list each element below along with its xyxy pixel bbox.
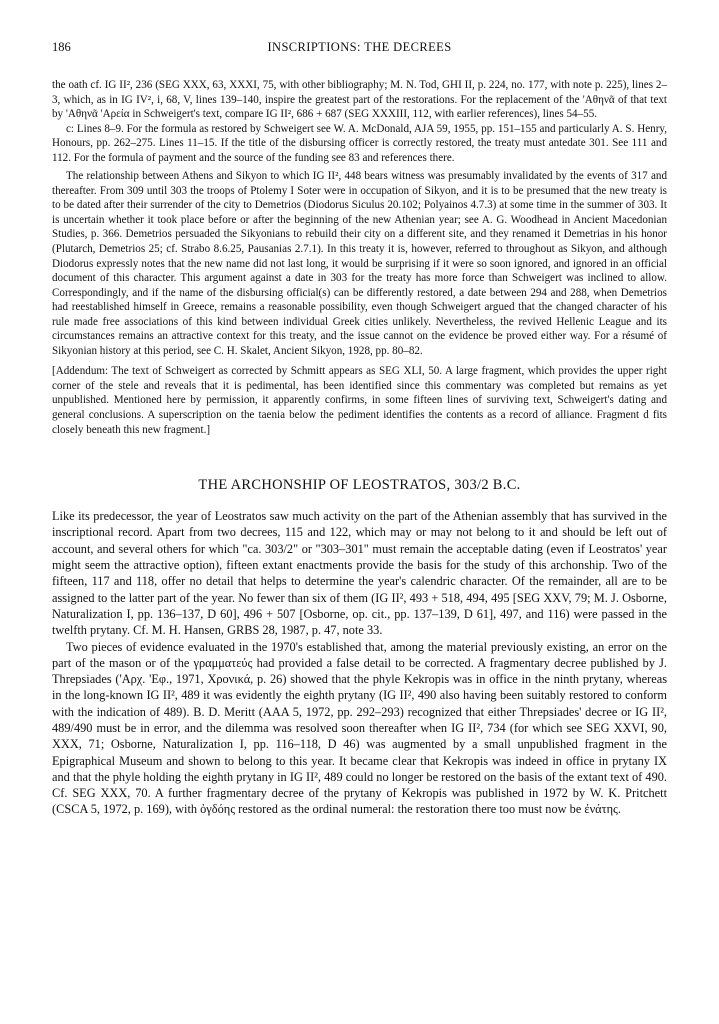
section-heading: THE ARCHONSHIP OF LEOSTRATOS, 303/2 B.C. bbox=[198, 477, 521, 494]
addendum-text: [Addendum: The text of Schweigert as corrected by Schmitt appears as SEG XLI, 50. A large fragment, which provides the upper right corner of the stele and reveals that it is pedimental, has been identified since this commentary was completed but remains as yet unpublished. Mentioned here by permission, it apparently confirms, in some fifteen lines of surviving text, Schweigert's dating and general conclusions. A superscription on the taenia below the pediment identifies the contents as a record of alliance. Fragment d fits closely beneath this new fragment.] bbox=[52, 365, 667, 436]
running-title: INSCRIPTIONS: THE DECREES bbox=[267, 40, 452, 54]
note-paragraph: the oath cf. IG II², 236 (SEG XXX, 63, XXXI, 75, with other bibliography; M. N. Tod, GHI II, p. 224, no. 177, with note p. 225), lines 2–3, which, as in IG IV², i, 68, V, lines 139–140, inspire the greatest part of the restorations. For the replacement of the 'Αθηνᾶ of that text by 'Αθηνᾶ 'Αρεία in Schweigert's text, compare IG II², 686 + 687 (SEG XXXIII, 112, with earlier references), lines 54–55. bbox=[52, 79, 667, 121]
running-header bbox=[52, 40, 667, 58]
section-body bbox=[52, 508, 667, 818]
page bbox=[52, 40, 667, 818]
commentary-notes bbox=[52, 78, 667, 358]
page-number: 186 bbox=[52, 40, 71, 54]
addendum bbox=[52, 364, 667, 437]
note-paragraph: The relationship between Athens and Sikyon to which IG II², 448 bears witness was presumably invalidated by the events of 317 and thereafter. From 309 until 303 the troops of Ptolemy I Soter were in occupation of Sikyon, and it is to be presumed that the new treaty is to be dated after their surrender of the city to Demetrios (Diodorus Siculus 20.102; Polyainos 4.7.3) at some time in the summer of 303. It is uncertain whether it took place before or after the beginning of the new Athenian year; see A. G. Woodhead in Ancient Macedonian Studies, p. 366. Demetrios persuaded the Sikyonians to rebuild their city on a different site, and they renamed it Demetrias in his honor (Plutarch, Demetrios 25; cf. Strabo 8.6.25, Pausanias 2.7.1). In this treaty it is, however, referred to throughout as Sikyon, and although Diodorus expressly notes that the new name did not last long, it would be surprising if it were so soon ignored, and ignored in an official document of this character. This argument against a date in 303 for the treaty has more force than Schweigert was inclined to allow. Correspondingly, and if the name of the disbursing official(s) can be differently restored, a date between 294 and 288, when Demetrios had reestablished himself in Greece, remains a reasonable possibility, even though Schweigert argued that the changed character of his rule made free associations of this kind between individual Greek cities unlikely. Nevertheless, the revived Hellenic League and its circumstances remains an attractive context for this treaty, and the issue cannot on the evidence be proved either way. For a résumé of Sikyonian history at this period, see C. H. Skalet, Ancient Sikyon, 1928, pp. 80–82. bbox=[52, 170, 667, 357]
body-paragraph: Two pieces of evidence evaluated in the 1970's established that, among the material previously existing, an error on the part of the mason or of the γραμματεύς had provided a false detail to be corrected. A fragmentary decree published by J. Threpsiades ('Αρχ. 'Εφ., 1971, Χρονικά, p. 26) showed that the phyle Kekropis was in office in the ninth prytany, whereas in the long-known IG II², 489 it was evidently the eighth prytany (IG II², 490 also having been suitably restored to conform with the indication of 489). B. D. Meritt (AAA 5, 1972, pp. 292–293) recognized that either Threpsiades' decree or IG II², 489/490 must be in error, and the dilemma was resolved soon thereafter when IG II², 734 (for which see SEG XXVI, 90, XXX, 71; Osborne, Naturalization I, pp. 116–118, D 46) was augmented by a small unpublished fragment in the Epigraphical Museum and shown to belong to this year. It became clear that Kekropis was indeed in office in prytany IX and that the phyle holding the eighth prytany in IG II², 489 could no longer be restored on the basis of the extant text of 490. Cf. SEG XXX, 70. A further fragmentary decree of the prytany of Kekropis was published in 1972 by W. K. Pritchett (CSCA 5, 1972, p. 169), with ὀγδόης restored as the ordinal numeral: the restoration there too must now be ἐνάτης. bbox=[52, 639, 667, 817]
body-paragraph: Like its predecessor, the year of Leostratos saw much activity on the part of the Athenian assembly that has survived in the inscriptional record. Apart from two decrees, 115 and 122, which may or may not belong to it and should be left out of account, and several others for which "ca. 303/2" or "303–301" must remain the acceptable dating (even if Leostratos' year might seem the attractive option), fifteen extant enactments provide the basis for the study of this archonship. Two of the fifteen, 117 and 118, offer no detail that helps to determine the year's calendric character. Of the remainder, all are to be assigned to the latter part of the year. No fewer than six of them (IG II², 493 + 518, 494, 495 [SEG XXV, 79; M. J. Osborne, Naturalization I, pp. 136–137, D 60], 496 + 507 [Osborne, op. cit., pp. 137–139, D 61], 497, and 116) were passed in the twelfth prytany. Cf. M. H. Hansen, GRBS 28, 1987, p. 47, note 33. bbox=[52, 509, 667, 638]
note-paragraph: c: Lines 8–9. For the formula as restored by Schweigert see W. A. McDonald, AJA 59, 1955, pp. 151–155 and particularly A. S. Henry, Honours, pp. 262–275. Lines 11–15. If the title of the disbursing officer is correctly restored, the treaty must antedate 301. See 111 and 112. For the formula of payment and the source of the funding see 83 and references there. bbox=[52, 122, 667, 164]
